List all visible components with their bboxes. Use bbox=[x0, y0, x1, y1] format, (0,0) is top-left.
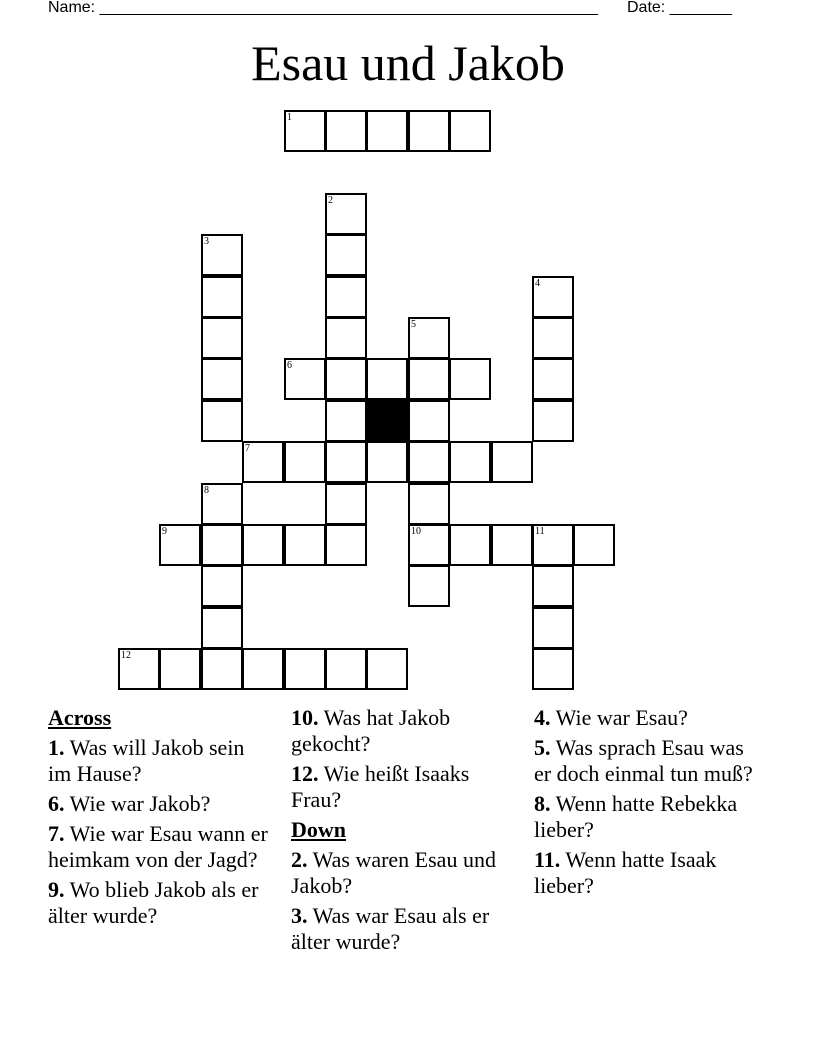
crossword-cell[interactable] bbox=[449, 110, 491, 152]
clue-text: Wo blieb Jakob als er älter wurde? bbox=[48, 877, 259, 928]
clue-number: 10. bbox=[291, 705, 319, 730]
crossword-cell[interactable] bbox=[532, 565, 574, 607]
clue-text: Was hat Jakob gekocht? bbox=[291, 705, 451, 756]
cell-number: 7 bbox=[245, 443, 250, 454]
clue-text: Wenn hatte Isaak lieber? bbox=[534, 847, 717, 898]
clue-across-9 bbox=[48, 877, 268, 929]
clue-text: Wie war Esau? bbox=[555, 705, 688, 730]
crossword-block bbox=[366, 400, 408, 442]
crossword-cell[interactable] bbox=[408, 441, 450, 483]
crossword-cell[interactable] bbox=[201, 400, 243, 442]
clue-text: Was war Esau als er älter wurde? bbox=[291, 903, 490, 954]
cell-number: 10 bbox=[411, 526, 421, 537]
crossword-cell[interactable] bbox=[284, 648, 326, 690]
cell-number: 8 bbox=[204, 485, 209, 496]
crossword-cell[interactable] bbox=[408, 524, 450, 566]
crossword-cell[interactable] bbox=[201, 234, 243, 276]
crossword-cell[interactable] bbox=[159, 524, 201, 566]
crossword-cell[interactable] bbox=[449, 441, 491, 483]
crossword-cell[interactable] bbox=[408, 358, 450, 400]
crossword-cell[interactable] bbox=[325, 110, 367, 152]
crossword-cell[interactable] bbox=[201, 524, 243, 566]
crossword-cell[interactable] bbox=[201, 276, 243, 318]
crossword-cell[interactable] bbox=[201, 648, 243, 690]
clue-down-5 bbox=[534, 735, 754, 787]
crossword-cell[interactable] bbox=[532, 317, 574, 359]
clue-down-4 bbox=[534, 705, 754, 731]
crossword-cell[interactable] bbox=[532, 400, 574, 442]
clue-text: Was waren Esau und Jakob? bbox=[291, 847, 496, 898]
crossword-cell[interactable] bbox=[366, 358, 408, 400]
date-field-label: Date: _______ bbox=[627, 0, 732, 16]
clue-number: 1. bbox=[48, 735, 65, 760]
crossword-cell[interactable] bbox=[325, 524, 367, 566]
clues-column-1 bbox=[48, 705, 268, 933]
clue-across-6 bbox=[48, 791, 268, 817]
crossword-cell[interactable] bbox=[325, 648, 367, 690]
clue-text: Was will Jakob sein im Hause? bbox=[48, 735, 245, 786]
crossword-cell[interactable] bbox=[201, 358, 243, 400]
crossword-cell[interactable] bbox=[325, 317, 367, 359]
clue-number: 3. bbox=[291, 903, 308, 928]
crossword-cell[interactable] bbox=[449, 358, 491, 400]
clues-column-3 bbox=[534, 705, 754, 903]
clue-down-11 bbox=[534, 847, 754, 899]
across-heading: Across bbox=[48, 705, 112, 730]
crossword-cell[interactable] bbox=[242, 524, 284, 566]
crossword-cell[interactable] bbox=[242, 648, 284, 690]
clue-text: Wie heißt Isaaks Frau? bbox=[291, 761, 470, 812]
down-heading: Down bbox=[291, 817, 347, 842]
clue-down-2 bbox=[291, 847, 511, 899]
name-field-label: Name: ________________________________________________________ bbox=[48, 0, 598, 16]
crossword-cell[interactable] bbox=[325, 193, 367, 235]
crossword-cell[interactable] bbox=[408, 483, 450, 525]
cell-number: 2 bbox=[328, 195, 333, 206]
crossword-cell[interactable] bbox=[408, 110, 450, 152]
crossword-cell[interactable] bbox=[118, 648, 160, 690]
crossword-cell[interactable] bbox=[366, 648, 408, 690]
clue-across-1 bbox=[48, 735, 268, 787]
crossword-cell[interactable] bbox=[284, 358, 326, 400]
cell-number: 1 bbox=[287, 112, 292, 123]
clue-text: Wenn hatte Rebekka lieber? bbox=[534, 791, 738, 842]
crossword-cell[interactable] bbox=[159, 648, 201, 690]
cell-number: 9 bbox=[162, 526, 167, 537]
cell-number: 5 bbox=[411, 319, 416, 330]
crossword-cell[interactable] bbox=[201, 317, 243, 359]
crossword-cell[interactable] bbox=[325, 234, 367, 276]
clue-number: 4. bbox=[534, 705, 551, 730]
crossword-cell[interactable] bbox=[366, 441, 408, 483]
crossword-cell[interactable] bbox=[325, 441, 367, 483]
clue-text: Was sprach Esau was er doch einmal tun muß? bbox=[534, 735, 753, 786]
crossword-cell[interactable] bbox=[532, 276, 574, 318]
crossword-cell[interactable] bbox=[284, 110, 326, 152]
clue-across-10 bbox=[291, 705, 511, 757]
crossword-cell[interactable] bbox=[325, 400, 367, 442]
cell-number: 11 bbox=[535, 526, 545, 537]
crossword-cell[interactable] bbox=[532, 648, 574, 690]
page-title: Esau und Jakob bbox=[251, 35, 565, 91]
crossword-cell[interactable] bbox=[491, 524, 533, 566]
clue-down-3 bbox=[291, 903, 511, 955]
crossword-cell[interactable] bbox=[201, 483, 243, 525]
cell-number: 4 bbox=[535, 278, 540, 289]
clues-column-2 bbox=[291, 705, 511, 959]
crossword-cell[interactable] bbox=[532, 358, 574, 400]
crossword-cell[interactable] bbox=[201, 565, 243, 607]
crossword-cell[interactable] bbox=[573, 524, 615, 566]
crossword-cell[interactable] bbox=[242, 441, 284, 483]
clue-number: 6. bbox=[48, 791, 65, 816]
clue-text: Wie war Esau wann er heimkam von der Jagd? bbox=[48, 821, 268, 872]
crossword-cell[interactable] bbox=[408, 317, 450, 359]
cell-number: 12 bbox=[121, 650, 131, 661]
clue-text: Wie war Jakob? bbox=[69, 791, 211, 816]
crossword-cell[interactable] bbox=[408, 400, 450, 442]
clue-down-8 bbox=[534, 791, 754, 843]
clue-number: 5. bbox=[534, 735, 551, 760]
crossword-cell[interactable] bbox=[366, 110, 408, 152]
clue-number: 8. bbox=[534, 791, 551, 816]
crossword-cell[interactable] bbox=[284, 524, 326, 566]
clue-number: 11. bbox=[534, 847, 561, 872]
crossword-cell[interactable] bbox=[408, 565, 450, 607]
cell-number: 3 bbox=[204, 236, 209, 247]
crossword-cell[interactable] bbox=[532, 607, 574, 649]
clue-number: 2. bbox=[291, 847, 308, 872]
crossword-cell[interactable] bbox=[201, 607, 243, 649]
clue-number: 7. bbox=[48, 821, 65, 846]
crossword-cell[interactable] bbox=[532, 524, 574, 566]
clue-number: 9. bbox=[48, 877, 65, 902]
crossword-cell[interactable] bbox=[284, 441, 326, 483]
cell-number: 6 bbox=[287, 360, 292, 371]
clue-across-7 bbox=[48, 821, 268, 873]
clue-number: 12. bbox=[291, 761, 319, 786]
crossword-cell[interactable] bbox=[325, 276, 367, 318]
crossword-cell[interactable] bbox=[325, 483, 367, 525]
crossword-cell[interactable] bbox=[325, 358, 367, 400]
crossword-cell[interactable] bbox=[491, 441, 533, 483]
clue-across-12 bbox=[291, 761, 511, 813]
crossword-cell[interactable] bbox=[449, 524, 491, 566]
